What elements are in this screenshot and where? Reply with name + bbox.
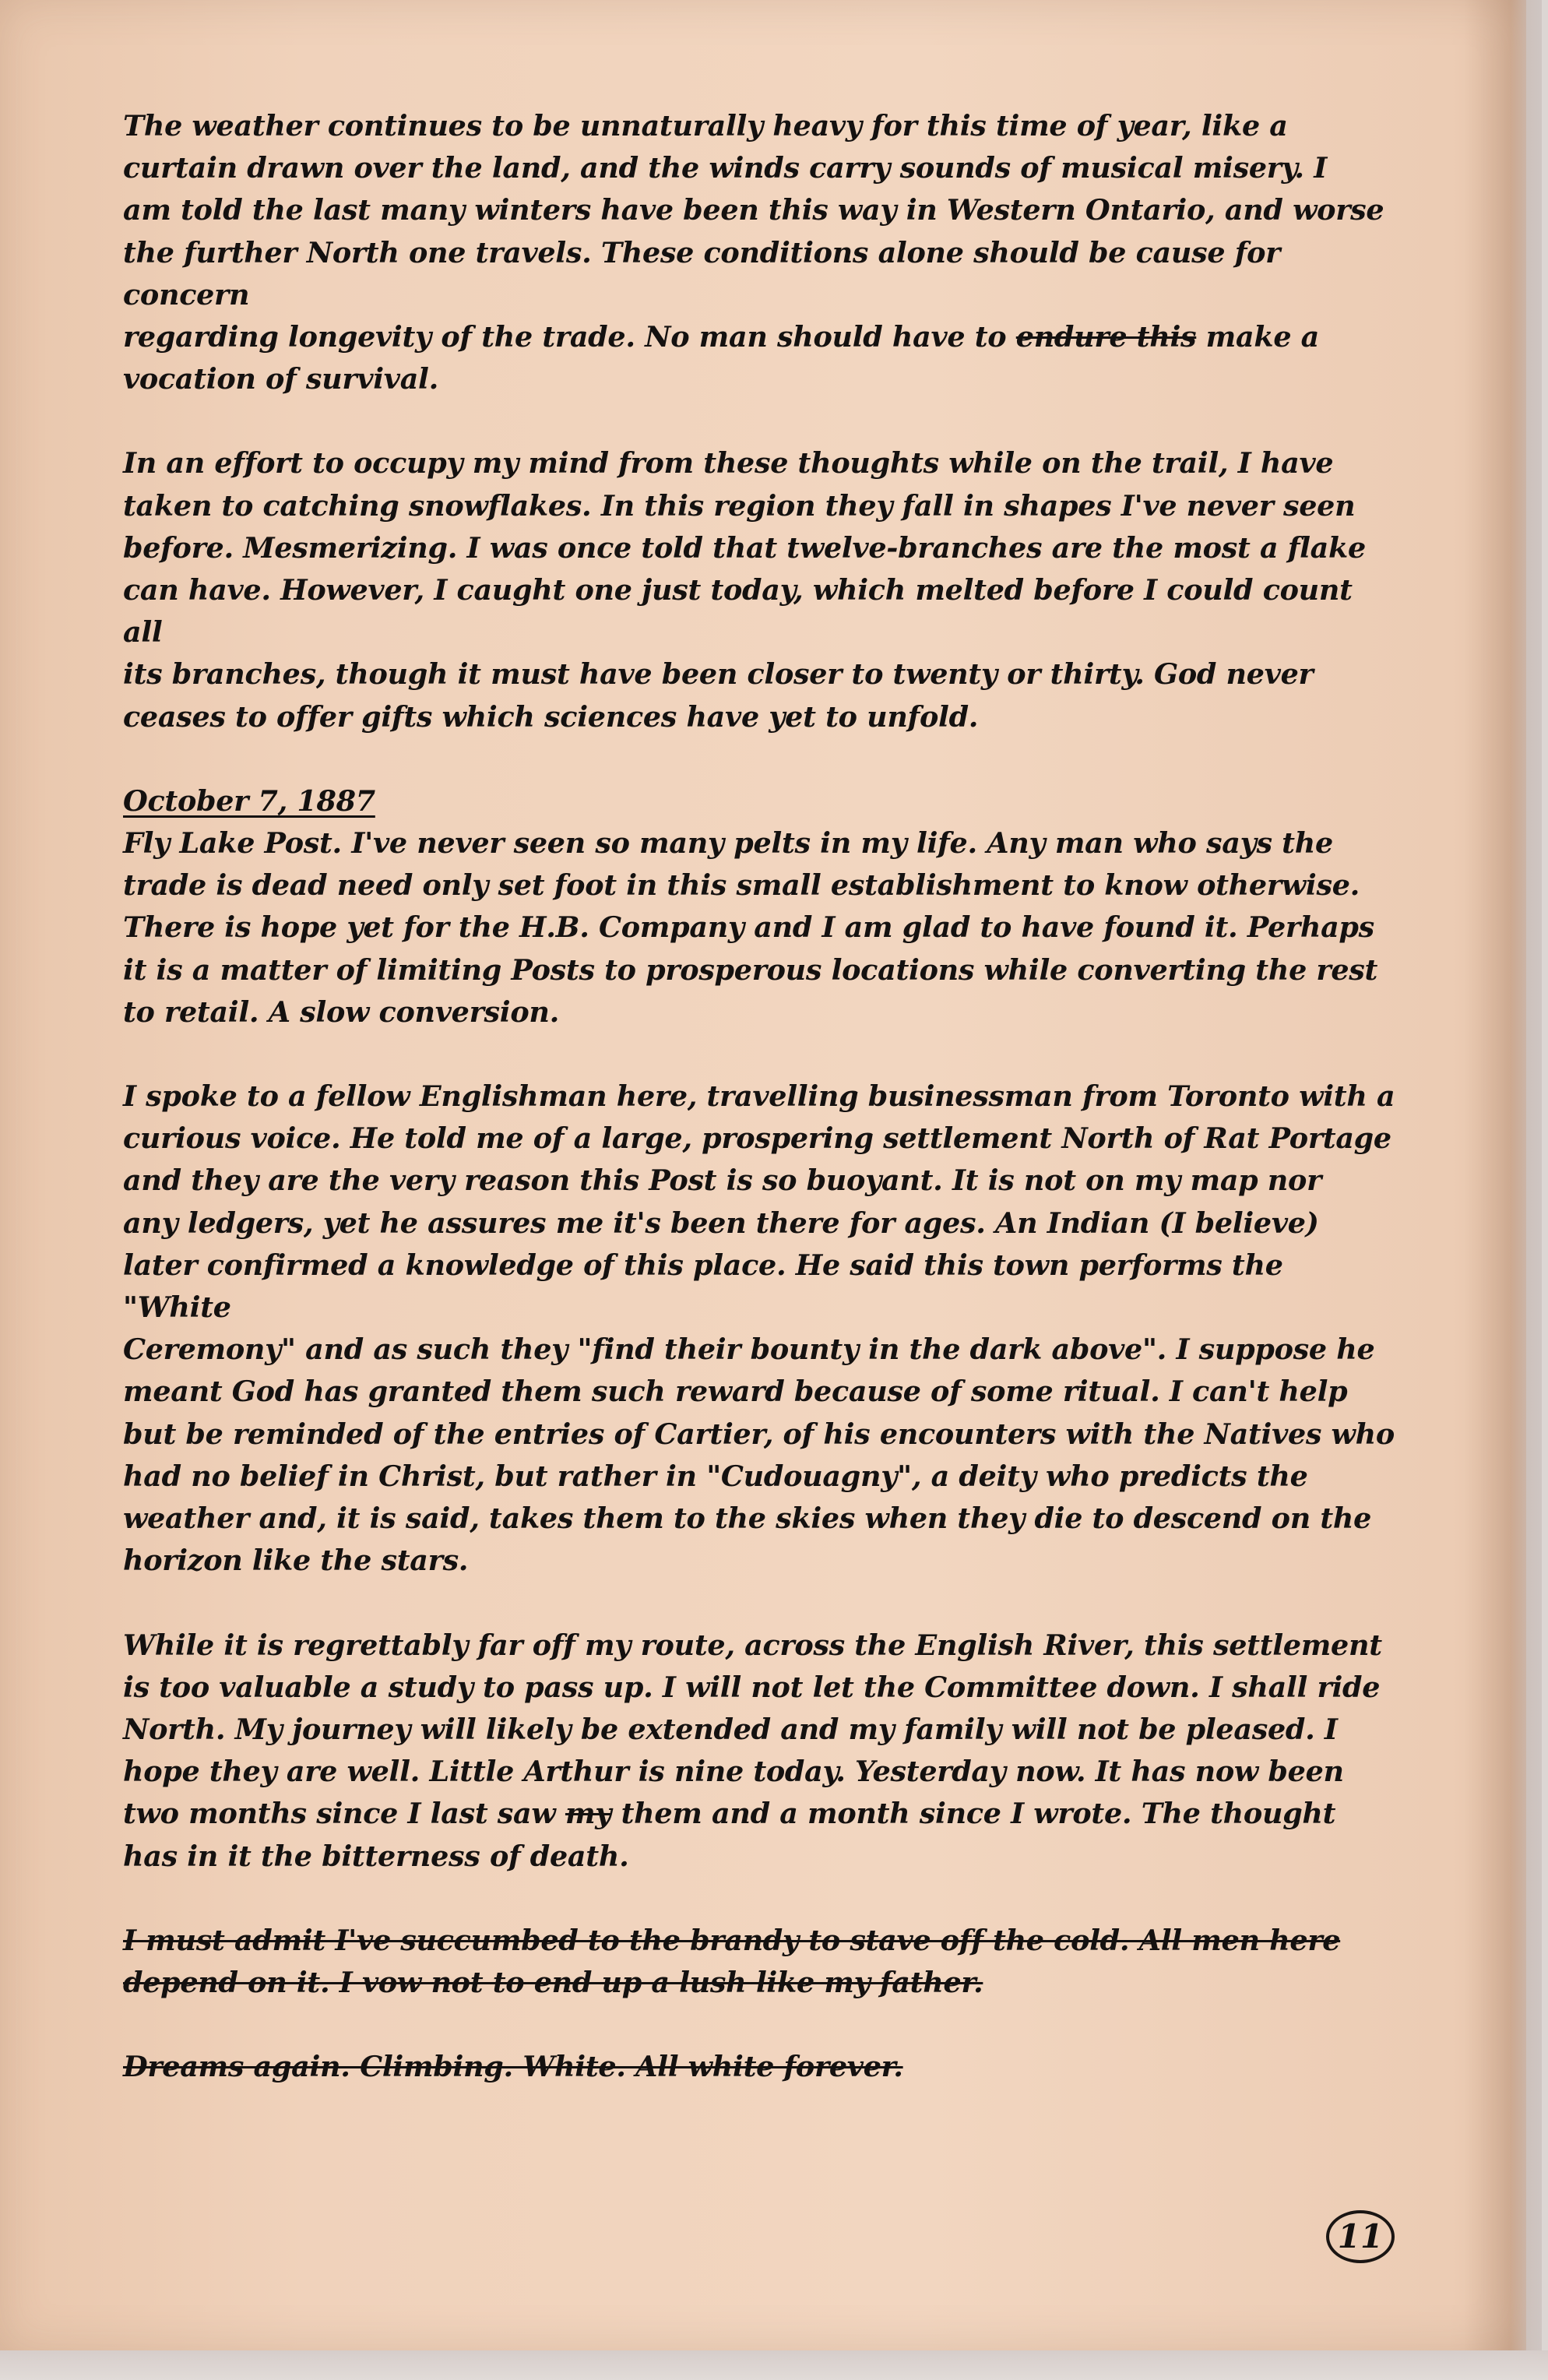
journal-text <box>123 105 1400 2130</box>
crossed-out-paragraph-dreams: Dreams again. Climbing. White. All white forever. <box>123 2050 903 2084</box>
paragraph-fly-lake-post: Fly Lake Post. I've never seen so many pelts in my life. Any man who says the trade is dead need only set foot in this small establishment to know otherwise. There is hope yet for the H.B. Company and I am glad to have found it. Perhaps it is a matter of limiting Posts to prosperous locations while converting the rest to retail. A slow conversion. <box>123 826 1378 1029</box>
entry-date <box>123 780 1400 822</box>
paragraph-englishman: I spoke to a fellow Englishman here, travelling businessman from Toronto with a curious voice. He told me of a large, prospering settlement North of Rat Portage and they are the very reason this Post is so buoyant. It is not on my map nor any ledgers, yet he assures me it's been there for ages. An Indian (I believe) later confirmed a knowledge of this place. He said this town performs the "White Ceremony" and as such they "find their bounty in the dark above". I suppose he meant God has granted them such reward because of some ritual. I can't help but be reminded of the entries of Cartier, of his encounters with the Natives who had no belief in Christ, but rather in "Cudouagny", a deity who predicts the weather and, it is said, takes them to the skies when they die to descend on the horizon like the stars. <box>123 1079 1395 1578</box>
crossed-out-paragraph-brandy: I must admit I've succumbed to the brandy to stave off the cold. All men here depend on it. I vow not to end up a lush like my father. <box>123 1923 1341 1999</box>
paragraph-snowflakes: In an effort to occupy my mind from these thoughts while on the trail, I have taken to catching snowflakes. In this region they fall in shapes I've never seen before. Mesmerizing. I was once told that twelve-branches are the most a flake can have. However, I caught one just today, which melted before I could count all its branches, though it must have been closer to twenty or thirty. God never ceases to offer gifts which sciences have yet to unfold. <box>123 446 1366 734</box>
struck-word: my <box>565 1797 612 1831</box>
page-number: 11 <box>1326 2210 1395 2263</box>
paragraph-weather-end: make a vocation of survival. <box>123 320 1320 396</box>
paragraph-weather-text: The weather continues to be unnaturally heavy for this time of year, like a curtain drawn over the land, and the winds carry sounds of musical misery. I am told the last many winters have been this way in Western Ontario, and worse the further North one travels. These conditions alone should be cause for concern regarding longevity of the trade. No man should have to <box>123 109 1384 354</box>
paragraph-settlement <box>123 1625 1400 1878</box>
paragraph-settlement-text: While it is regrettably far off my route, across the English River, this settlement is too valuable a study to pass up. I will not let the Committee down. I shall ride North. My journey will likely be extended and my family will not be pleased. I hope they are well. Little Arthur is nine today. Yesterday now. It has now been two months since I last saw <box>123 1628 1382 1831</box>
background-surface <box>0 2350 1548 2380</box>
page-edge-shadow <box>1464 0 1542 2360</box>
date-heading: October 7, 1887 <box>123 783 375 818</box>
paragraph-settlement-end: them and a month since I wrote. The thought has in it the bitterness of death. <box>123 1797 1336 1873</box>
struck-words: endure this <box>1015 320 1197 354</box>
paragraph-weather <box>123 105 1400 400</box>
